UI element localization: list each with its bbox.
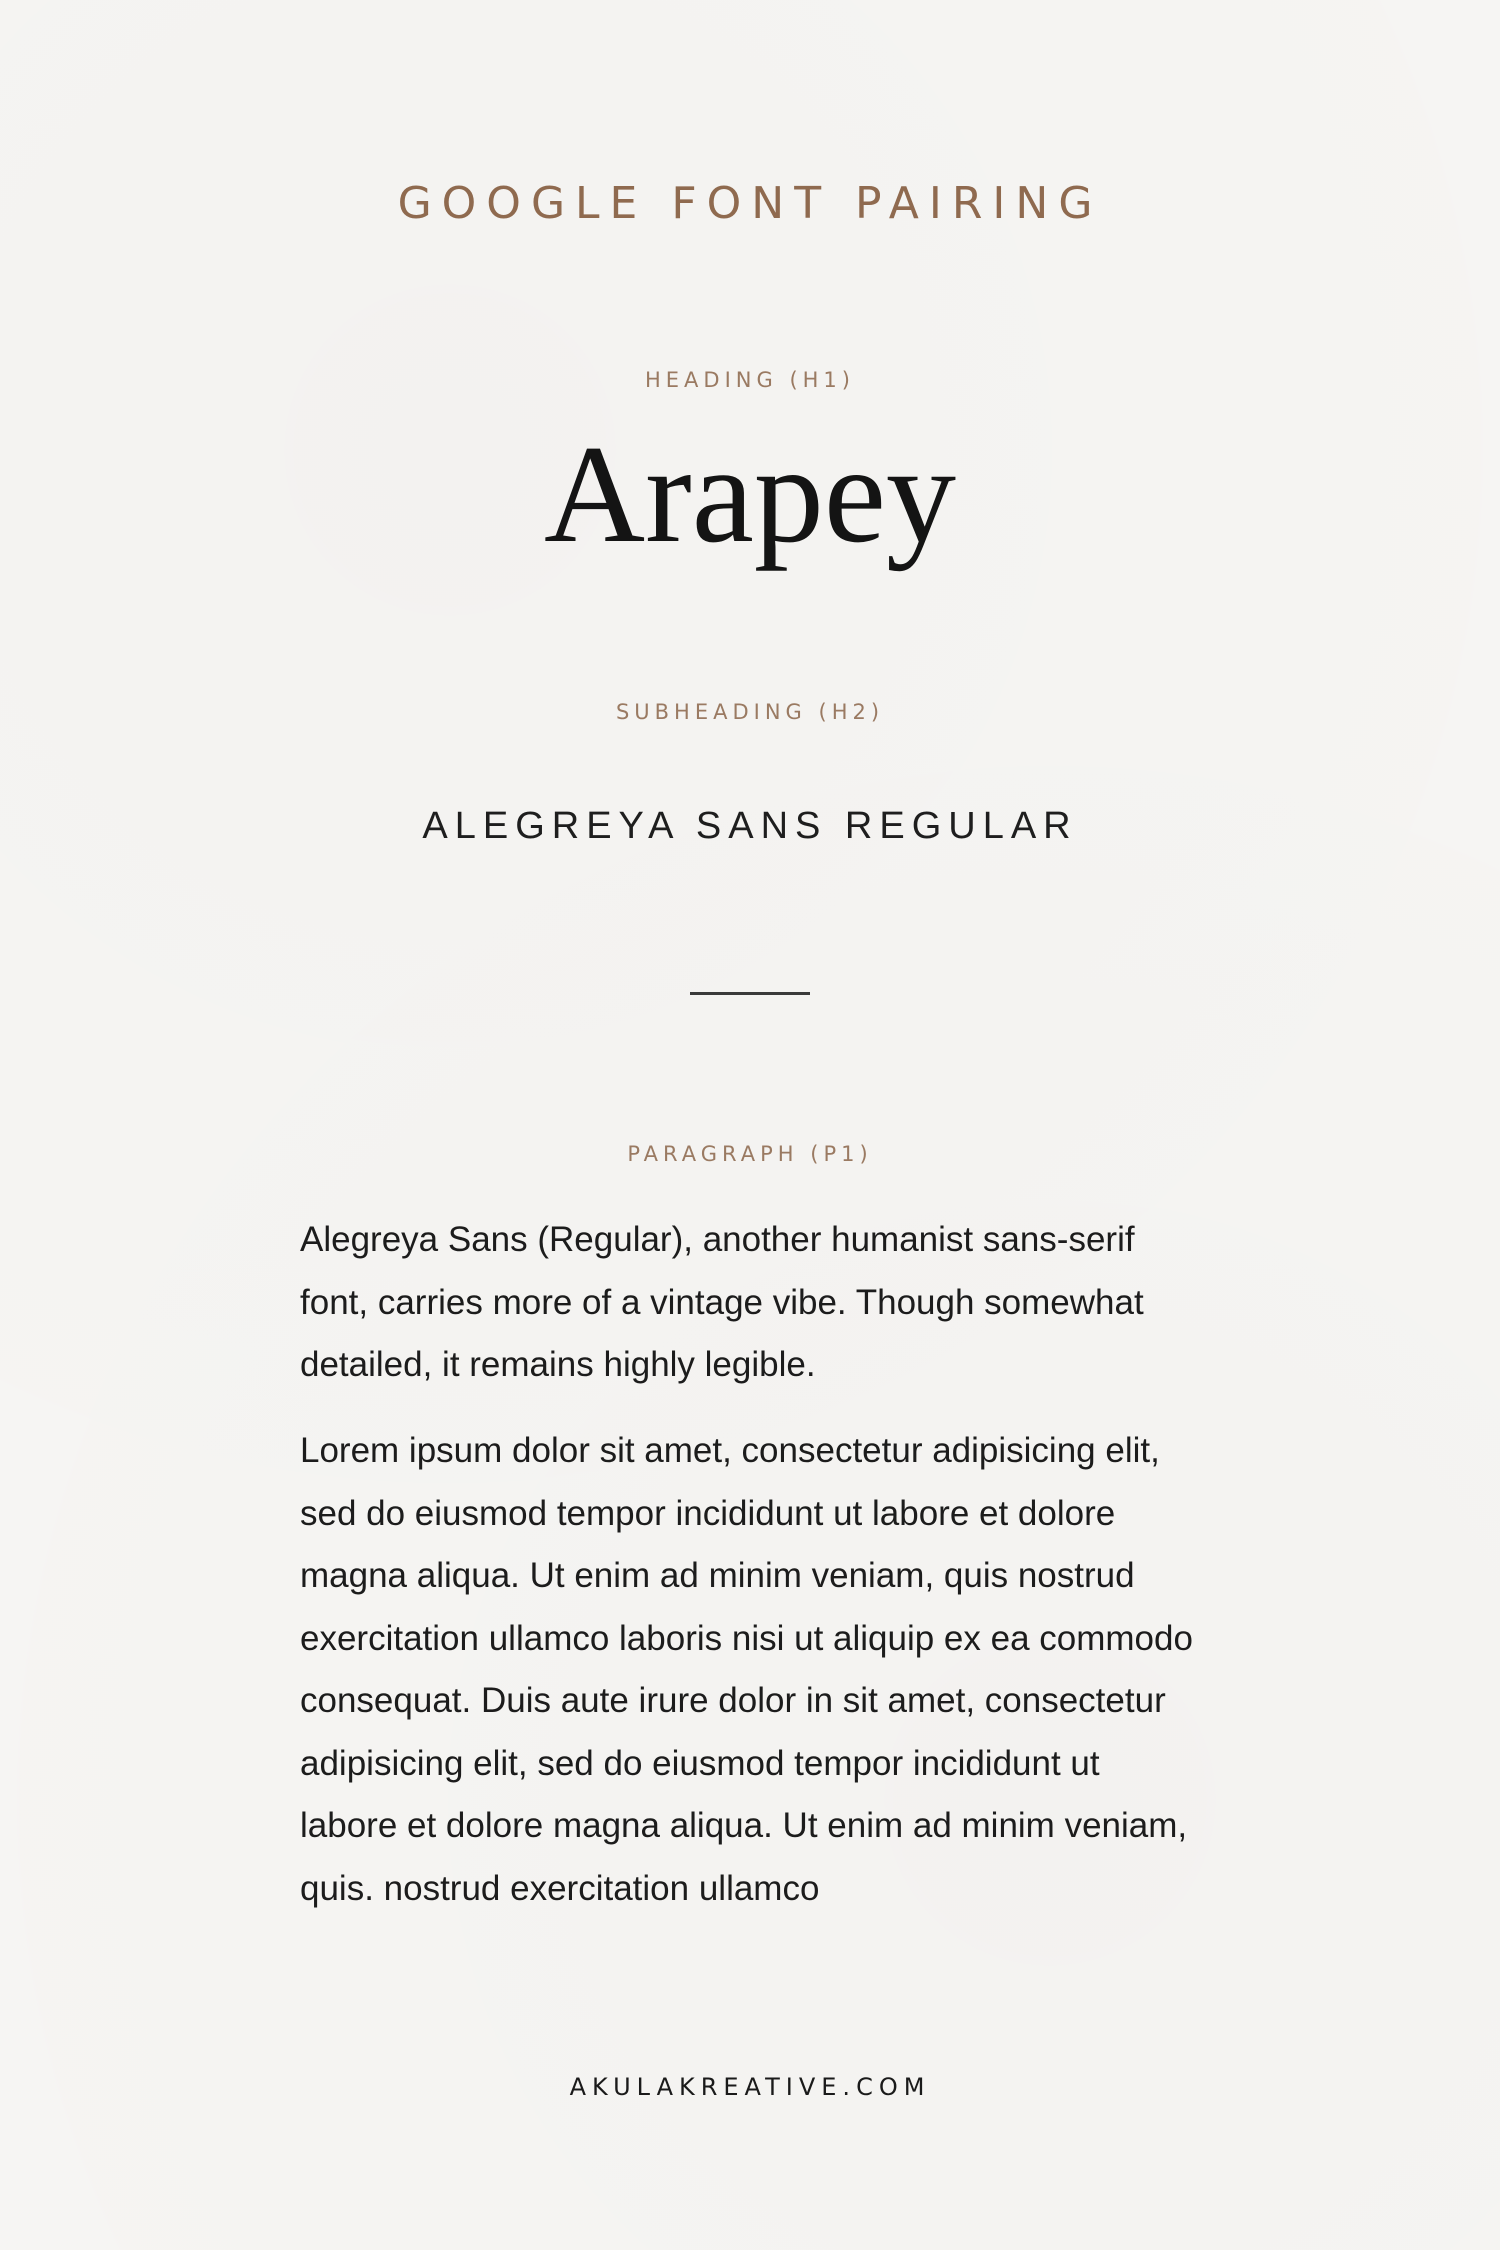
paragraph-intro: Alegreya Sans (Regular), another humanist sans-serif font, carries more of a vintage vibe. Though somewhat detailed, it remains highly legible. bbox=[300, 1220, 1144, 1384]
subheading-font-sample: ALEGREYA SANS REGULAR bbox=[422, 805, 1078, 847]
heading-label: HEADING (H1) bbox=[645, 368, 855, 392]
subheading-label: SUBHEADING (H2) bbox=[615, 700, 885, 724]
footer-site-link: AKULAKREATIVE.COM bbox=[569, 2073, 931, 2101]
heading-font-sample: Arapey bbox=[543, 417, 956, 572]
paragraph-label: PARAGRAPH (P1) bbox=[627, 1142, 873, 1166]
page-title: GOOGLE FONT PAIRING bbox=[397, 178, 1103, 229]
section-divider bbox=[690, 992, 810, 995]
paragraph-body: Lorem ipsum dolor sit amet, consectetur adipisicing elit, sed do eiusmod tempor incididunt ut labore et dolore magna aliqua. Ut enim ad minim veniam, quis nostrud exercitation ullamco laboris nisi ut aliquip ex ea commodo consequat. Duis aute irure dolor in sit amet, consectetur adipisicing elit, sed do eiusmod tempor incididunt ut labore et dolore magna aliqua. Ut enim ad minim veniam, quis. nostrud exercitation ullamco bbox=[300, 1431, 1193, 1908]
